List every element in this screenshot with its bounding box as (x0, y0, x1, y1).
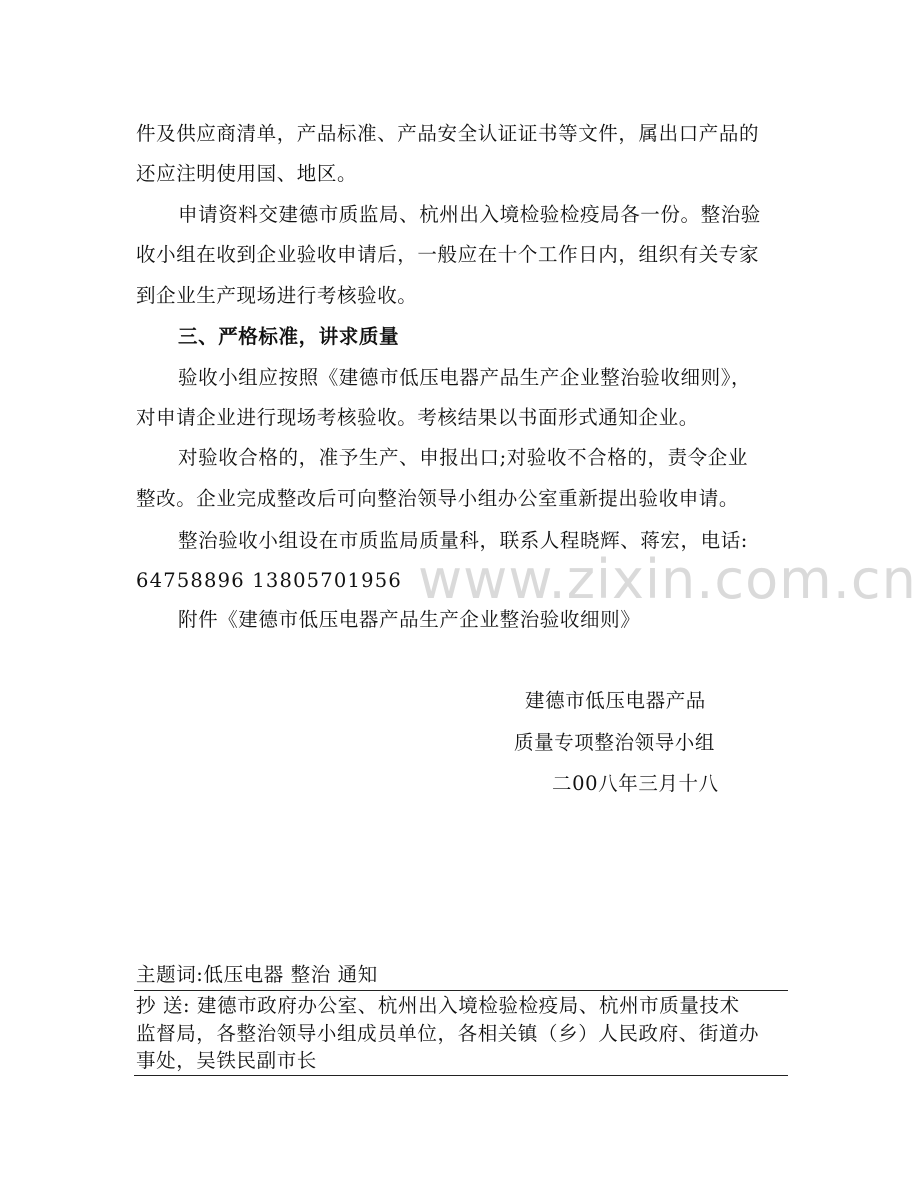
subject-terms: 低压电器 整治 通知 (203, 963, 378, 986)
paragraph-line: 收小组在收到企业验收申请后，一般应在十个工作日内，组织有关专家 (136, 243, 760, 266)
subject-words (136, 962, 378, 988)
signature-org-line1: 建德市低压电器产品 (525, 689, 706, 712)
subject-label: 主题词: (136, 963, 204, 986)
cc-line: 事处，吴铁民副市长 (136, 1049, 317, 1072)
paragraph-line: 还应注明使用国、地区。 (136, 162, 358, 185)
signature-date: 二00八年三月十八 (552, 772, 719, 795)
paragraph-line: 到企业生产现场进行考核验收。 (136, 284, 418, 307)
cc-line (136, 993, 740, 1019)
paragraph-line: 整治验收小组设在市质监局质量科，联系人程晓辉、蒋宏，电话: (178, 529, 748, 552)
attachment-line: 附件《建德市低压电器产品生产企业整治验收细则》 (178, 608, 641, 631)
footer-divider-bottom (134, 1075, 788, 1076)
watermark: www.zixin.com.cn (418, 548, 917, 611)
paragraph-line: 申请资料交建德市质监局、杭州出入境检验检疫局各一份。整治验 (178, 203, 761, 226)
signature-org-line2: 质量专项整治领导小组 (514, 731, 716, 754)
footer-divider-top (134, 990, 788, 991)
cc-line: 监督局，各整治领导小组成员单位，各相关镇（乡）人民政府、街道办 (136, 1022, 760, 1045)
paragraph-line: 对申请企业进行现场考核验收。考核结果以书面形式通知企业。 (136, 406, 699, 429)
paragraph-line: 验收小组应按照《建德市低压电器产品生产企业整治验收细则》， (178, 366, 752, 389)
contact-phone: 64758896 13805701956 (136, 569, 402, 592)
cc-label: 抄 送: (136, 994, 191, 1017)
section-heading: 三、严格标准，讲求质量 (178, 325, 400, 348)
cc-recipients: 建德市政府办公室、杭州出入境检验检疫局、杭州市质量技术 (196, 994, 740, 1017)
paragraph-line: 整改。企业完成整改后可向整治领导小组办公室重新提出验收申请。 (136, 487, 740, 510)
paragraph-line: 对验收合格的，准予生产、申报出口;对验收不合格的，责令企业 (178, 446, 748, 469)
paragraph-line: 件及供应商清单，产品标准、产品安全认证证书等文件，属出口产品的 (136, 122, 760, 145)
